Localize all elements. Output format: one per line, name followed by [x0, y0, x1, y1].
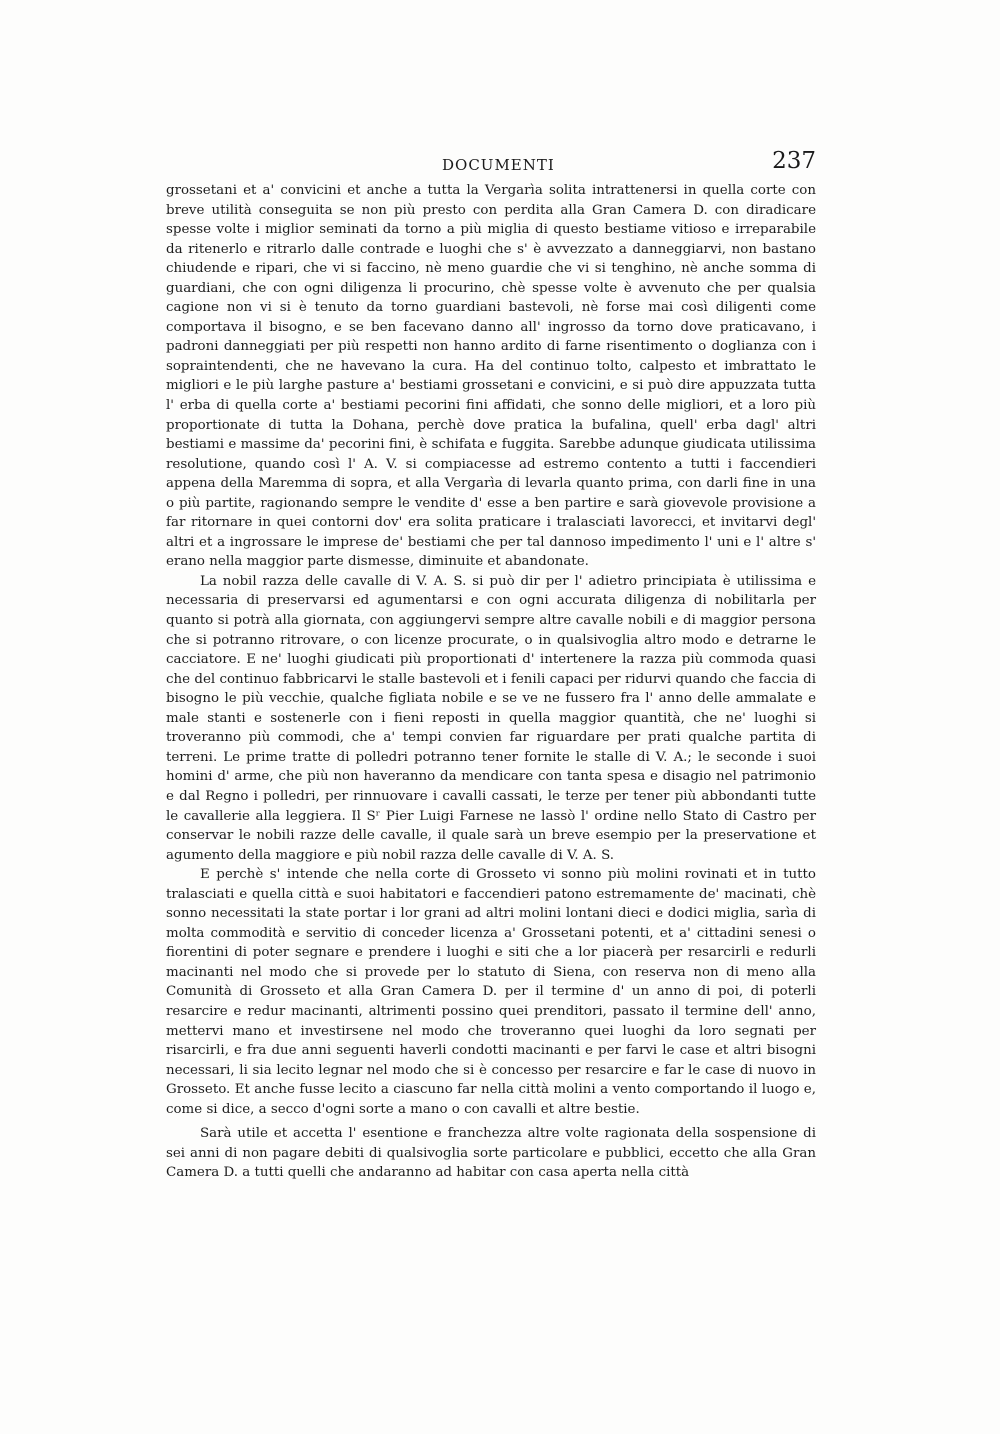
- page-number: 237: [772, 148, 816, 174]
- paragraph-4: Sarà utile et accetta l' esentione e franchezza altre volte ragionata della sospensione di sei anni di non pagare debiti di qualsivoglia sorte particolare e pubblici, eccetto che alla Gran Camera D. a tutti quelli che andaranno ad habitar con casa aperta nella città: [166, 1126, 816, 1181]
- page-header: [166, 148, 816, 178]
- paragraph-2: La nobil razza delle cavalle di V. A. S. si può dir per l' adietro principiata è utilissima e necessaria di preservarsi ed agumentarsi e con ogni accurata diligenza di nobilitarla per quanto si potrà alla giornata, con aggiungervi sempre altre cavalle nobili e di maggior persona che si potranno ritrovare, o con licenze procurate, o in qualsivoglia altro modo e detrarne le cacciatore. E ne' luoghi giudicati più proportionati d' intertenere la razza più commoda quasi che del continuo fabbricarvi le stalle bastevoli et i fenili capaci per ridurvi quando che faccia di bisogno le più vecchie, qualche figliata nobile e se ve ne fussero fra l' anno delle ammalate e male stanti e sostenerle con i fieni reposti in quella maggior quantità, che ne' luoghi si troveranno più commodi, che a' tempi convien far riguardare per prati qualche partita di terreni. Le prime tratte di polledri potranno tener fornite le stalle di V. A.; le seconde i suoi homini d' arme, che più non haveranno da mendicare con tanta spesa e disagio nel patrimonio e dal Regno i polledri, per rinnuovare i cavalli cassati, le terze per tener più abbondanti tutte le cavallerie alla leggiera. Il Sʳ Pier Luigi Farnese ne lassò l' ordine nello Stato di Castro per conservar le nobili razze delle cavalle, il quale sarà un breve esempio per la preservatione et agumento della maggiore e più nobil razza delle cavalle di V. A. S.: [166, 573, 816, 863]
- paragraph-1: grossetani et a' convicini et anche a tutta la Vergarìa solita intrattenersi in quella corte con breve utilità conseguita se non più presto con perdita alla Gran Camera D. con diradicare spesse volte i miglior seminati da torno a più miglia di questo bestiame vitioso e irreparabile da ritenerlo e ritrarlo dalle contrade e luoghi che s' è avvezzato a danneggiarvi, non bastano chiudende e ripari, che vi si faccino, nè meno guardie che vi si tenghino, nè anche somma di guardiani, che con ogni diligenza li procurino, chè spesse volte è avvenuto che per qualsia cagione non vi si è tenuto da torno guardiani bastevoli, nè forse mai così diligenti come comportava il bisogno, e se ben facevano danno all' ingrosso da torno dove praticavano, i padroni danneggiati per più respetti non hanno ardito di farne risentimento o doglianza con i sopraintendenti, che ne havevano la cura. Ha del continuo tolto, calpesto et imbrattato le migliori e le più larghe pasture a' bestiami grossetani e convicini, e si può dire appuzzata tutta l' erba di quella corte a' bestiami pecorini fini affidati, che sonno delle migliori, et a loro più proportionate di tutta la Dohana, perchè dove pratica la bufalina, quell' erba dagl' altri bestiami e massime da' pecorini fini, è schifata e fuggita. Sarebbe adunque giudicata utilissima resolutione, quando così l' A. V. si compiacesse ad estremo contento a tutti i faccendieri appena della Maremma di sopra, et alla Vergarìa di levarla quanto prima, con darli fine in una o più partite, ragionando sempre le vendite d' esse a ben partire e sarà giovevole provisione a far ritornare in quei contorni dov' era solita praticare i tralasciati lavorecci, et invitarvi degl' altri et a ingrossare le imprese de' bestiami che per tal dannoso impedimento l' uni e l' altre s' erano nella maggior parte dismesse, diminuite et abandonate.: [166, 183, 816, 570]
- body-text: [166, 181, 816, 1183]
- paragraph-3: E perchè s' intende che nella corte di Grosseto vi sonno più molini rovinati et in tutto tralasciati e quella città e suoi habitatori e faccendieri patono estremamente de' macinati, chè sonno necessitati la state portar i lor grani ad altri molini lontani dieci e dodici miglia, sarìa di molta commodità e servitio di conceder licenza a' Grossetani potenti, et a' cittadini senesi o fiorentini di poter segnare e prendere i luoghi e siti che a lor piacerà per resarcirli e redurli macinanti nel modo che si provede per lo statuto di Siena, con reserva non di meno alla Comunità di Grosseto et alla Gran Camera D. per il termine d' un anno di poi, di poterli resarcire e redur macinanti, altrimenti possino quei prenditori, passato il termine dell' anno, mettervi mano et investirsene nel modo che troveranno quei luoghi da loro segnati per risarcirli, e fra due anni seguenti haverli condotti macinanti e per farvi le case et altri bisogni necessari, li sia lecito legnar nel modo che si è concesso per resarcire e far le case di nuovo in Grosseto. Et anche fusse lecito a ciascuno far nella città molini a vento comportando il luogo e, come si dice, a secco d'ogni sorte a mano o con cavalli et altre bestie.: [166, 867, 816, 1117]
- running-head: DOCUMENTI: [442, 156, 555, 174]
